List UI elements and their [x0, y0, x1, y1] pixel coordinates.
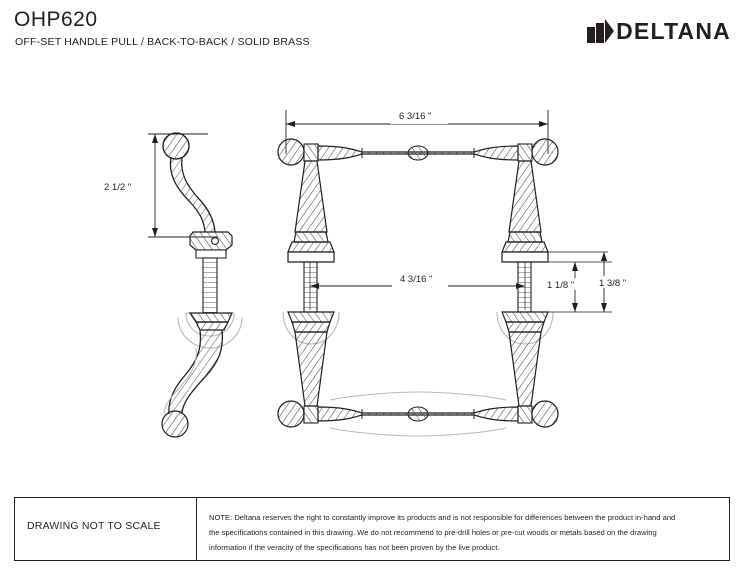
top-grip-bar [278, 139, 558, 165]
post-left-upper [288, 161, 334, 312]
disclaimer-text [209, 511, 719, 555]
disclaimer-line: information if the veracity of the specifications has not been proven by the live product. [209, 542, 500, 552]
dim-side-height [104, 134, 218, 237]
side-rosette-mid [190, 313, 232, 330]
bottom-ball-left [278, 401, 304, 427]
page-title: OHP620 [14, 8, 98, 31]
brand-name: DELTANA [616, 17, 731, 44]
brand-logo [587, 18, 731, 44]
footer-note-box [14, 497, 730, 561]
disclaimer-line: NOTE: Deltana reserves the right to constantly improve its products and is not responsible for differences between the product in-hand and [209, 513, 676, 522]
front-view [278, 110, 640, 436]
side-arm-upper-fill [170, 157, 215, 232]
drawing-canvas [0, 62, 745, 492]
disclaimer-line: the specifications contained in this drawing. We do not recommend to pre-drill holes or pre-cut woods or metals based on the drawing [209, 527, 657, 537]
page-header [0, 0, 745, 62]
side-ball-bottom [162, 411, 188, 437]
dim-label-side-height: 2 1/2 " [104, 182, 132, 193]
top-ball-left [278, 139, 304, 165]
product-subtitle: OFF-SET HANDLE PULL / BACK-TO-BACK / SOLID BRASS [15, 36, 310, 48]
bottom-ball-right [532, 401, 558, 427]
side-arm-lower-fill [169, 330, 223, 414]
technical-drawing [0, 62, 745, 492]
deltana-mark-icon [587, 19, 613, 43]
footer-divider [196, 498, 197, 560]
bottom-grip-bar [318, 407, 518, 421]
dim-label-projection-inner: 1 1/8 " [547, 280, 575, 291]
scale-note: DRAWING NOT TO SCALE [27, 520, 161, 532]
dim-label-projection-outer: 1 3/8 " [599, 278, 627, 289]
dim-center-to-center [310, 262, 525, 310]
side-spindle [203, 258, 217, 313]
dim-projections [544, 252, 640, 312]
dim-label-center-to-center: 4 3/16 " [400, 274, 433, 285]
side-ball-top [163, 133, 189, 159]
side-rosette-top [190, 232, 232, 258]
top-ball-right [532, 139, 558, 165]
side-view [104, 133, 242, 437]
dim-label-overall-width: 6 3/16 " [399, 111, 432, 122]
